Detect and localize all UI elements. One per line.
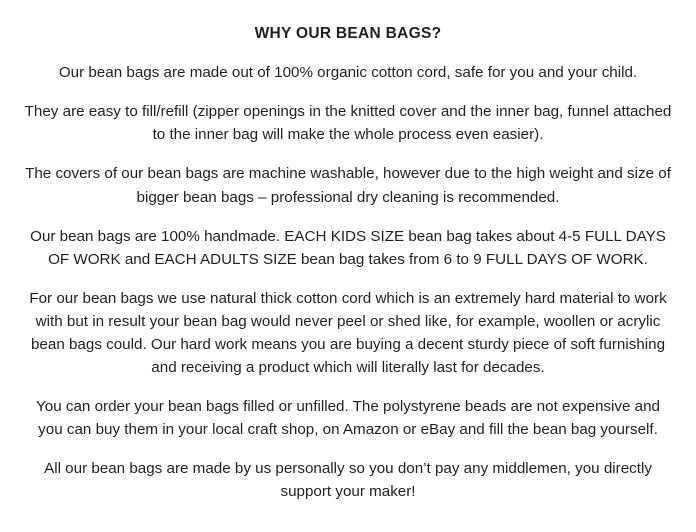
paragraph-organic-cotton: Our bean bags are made out of 100% organic cotton cord, safe for you and your child. xyxy=(58,64,638,82)
paragraph-filled-unfilled: You can order your bean bags filled or unfilled. The polystyrene beads are not expensive and you can buy them in your local craft shop, on Amazon or eBay and fill the bean bag yourself. xyxy=(36,398,660,439)
page-title: WHY OUR BEAN BAGS? xyxy=(254,25,442,42)
paragraph-material-durability: For our bean bags we use natural thick cotton cord which is an extremely hard material to work with but in result your bean bag would never peel or shed like, for example, woollen or acrylic bean bags could. Our hard work means you are buying a decent sturdy piece of soft furnishing and receiving a product which will literally last for decades. xyxy=(29,289,667,377)
paragraph-handmade: Our bean bags are 100% handmade. EACH KIDS SIZE bean bag takes about 4-5 FULL DAYS OF WORK and EACH ADULTS SIZE bean bag takes from 6 to 9 FULL DAYS OF WORK. xyxy=(30,227,666,268)
paragraph-support-maker: All our bean bags are made by us personally so you don’t pay any middlemen, you directly support your maker! xyxy=(44,460,652,501)
paragraph-fill-refill: They are easy to fill/refill (zipper openings in the knitted cover and the inner bag, funnel attached to the inner bag will make the whole process even easier). xyxy=(24,103,672,144)
paragraph-washable: The covers of our bean bags are machine washable, however due to the high weight and size of bigger bean bags – professional dry cleaning is recommended. xyxy=(25,165,671,206)
